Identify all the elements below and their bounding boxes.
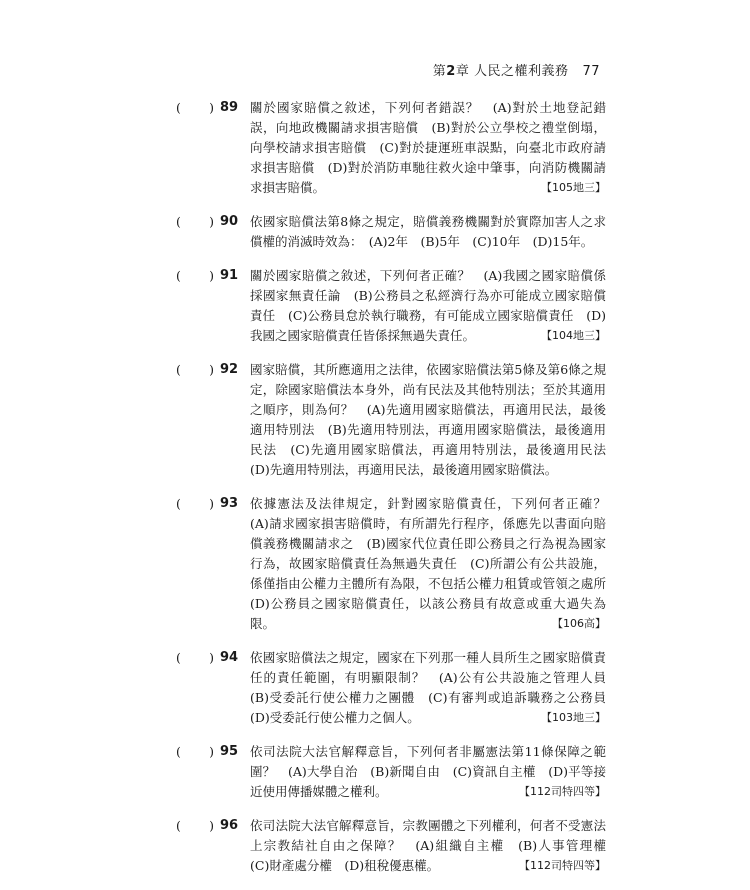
question-text: 依國家賠償法第8條之規定，賠償義務機關對於實際加害人之求償權的消滅時效為： (A)2年 (B)5年 (C)10年 (D)15年。	[250, 214, 606, 249]
exam-source: 【112司特四等】	[519, 859, 606, 872]
question-number: 91	[220, 268, 239, 283]
question-text: 關於國家賠償之敘述，下列何者正確？ (A)我國之國家賠償係採國家無責任論 (B)公務員之私經濟行為亦可能成立國家賠償責任 (C)公務員怠於執行職務，有可能成立國家賠償責任 (D)我國之國家賠償責任皆係採無過失責任。 【104地三】	[250, 266, 606, 346]
question-list	[176, 98, 619, 890]
answer-blank[interactable]: ( )	[176, 100, 214, 115]
exam-source: 【105地三】	[541, 181, 606, 194]
running-header	[433, 60, 600, 79]
exam-source: 【104地三】	[541, 329, 606, 342]
question-text: 依司法院大法官解釋意旨，下列何者非屬憲法第11條保障之範圍？ (A)大學自治 (B)新聞自由 (C)資訊自主權 (D)平等接近使用傳播媒體之權利。 【112司特四等】	[250, 742, 606, 802]
question-number: 93	[220, 496, 239, 511]
question-number: 89	[220, 100, 239, 115]
answer-blank[interactable]: ( )	[176, 818, 214, 833]
question-95	[176, 742, 606, 802]
question-number: 92	[220, 362, 239, 377]
question-92	[176, 360, 619, 480]
answer-blank[interactable]: ( )	[176, 214, 214, 229]
answer-blank[interactable]: ( )	[176, 268, 214, 283]
question-number: 96	[220, 818, 239, 833]
question-text: 依國家賠償法之規定，國家在下列那一種人員所生之國家賠償責任的責任範圍，有明顯限制？ (A)公有公共設施之管理人員 (B)受委託行使公權力之團體 (C)有審判或追訴職務之公務員 (D)受委託行使公權力之個人。 【103地三】	[250, 648, 606, 728]
question-94	[176, 648, 619, 728]
question-text: 依據憲法及法律規定，針對國家賠償責任，下列何者正確？ (A)請求國家損害賠償時，有所謂先行程序，係應先以書面向賠償義務機關請求之 (B)國家代位責任即公務員之行為視為國家行為，故國家賠償責任為無過失責任 (C)所謂公有公共設施，係僅指由公權力主體所有為限，不包括公權力租賃或管領之處所 (D)公務員之國家賠償責任，以該公務員有故意或重大過失為限。 【106高】	[250, 494, 606, 634]
question-text: 國家賠償，其所應適用之法律，依國家賠償法第5條及第6條之規定，除國家賠償法本身外，尚有民法及其他特別法；至於其適用之順序，則為何？ (A)先適用國家賠償法，再適用民法，最後適用特別法 (B)先適用特別法，再適用國家賠償法，最後適用民法 (C)先適用國家賠償法，再適用特別法，最後適用民法 (D)先適用特別法，再適用民法，最後適用國家賠償法。	[250, 362, 619, 477]
exam-source: 【112司特四等】	[519, 785, 606, 798]
question-text: 依司法院大法官解釋意旨，宗教團體之下列權利，何者不受憲法上宗教結社自由之保障？ (A)組織自主權 (B)人事管理權 (C)財產處分權 (D)租稅優惠權。 【112司特四等】	[250, 816, 606, 876]
exam-source: 【103地三】	[541, 711, 606, 724]
question-number: 94	[220, 650, 239, 665]
answer-blank[interactable]: ( )	[176, 496, 214, 511]
question-93	[176, 494, 619, 634]
question-89	[176, 98, 606, 198]
question-number: 90	[220, 214, 239, 229]
question-number: 95	[220, 744, 239, 759]
answer-blank[interactable]: ( )	[176, 744, 214, 759]
chapter-title: 第2章 人民之權利義務	[432, 64, 569, 79]
answer-blank[interactable]: ( )	[176, 362, 214, 377]
question-text: 關於國家賠償之敘述，下列何者錯誤？ (A)對於土地登記錯誤，向地政機關請求損害賠償 (B)對於公立學校之禮堂倒塌，向學校請求損害賠償 (C)對於捷運班車誤點，向臺北市政府請求損害賠償 (D)對於消防車馳往救火途中肇事，向消防機關請求損害賠償。 【105地三】	[250, 98, 606, 198]
question-90	[176, 212, 606, 252]
question-91	[176, 266, 606, 346]
page-number: 77	[582, 64, 600, 79]
answer-blank[interactable]: ( )	[176, 650, 214, 665]
exam-source: 【106高】	[552, 617, 606, 630]
question-96	[176, 816, 619, 876]
